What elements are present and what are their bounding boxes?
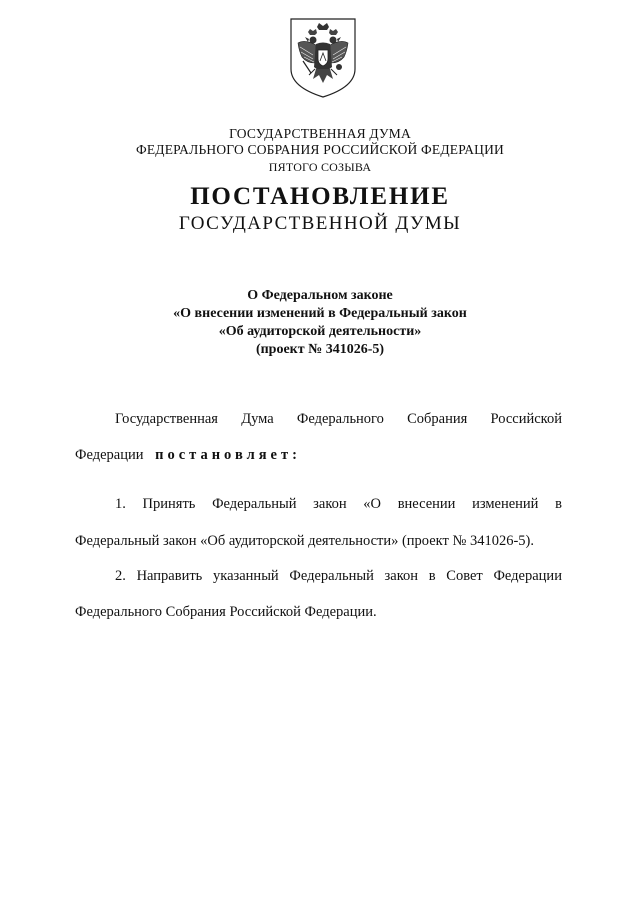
item1-line2: Федеральный закон «Об аудиторской деятельности» (проект № 341026-5). bbox=[75, 533, 534, 549]
item1-word: 1. bbox=[115, 496, 126, 512]
convocation-line: ПЯТОГО СОЗЫВА bbox=[268, 160, 372, 174]
subject-line1: О Федеральном законе bbox=[247, 288, 393, 303]
russian-coat-of-arms-icon bbox=[289, 17, 357, 99]
intro-word: Государственная bbox=[115, 411, 218, 427]
item2-word: указанный bbox=[213, 568, 279, 584]
intro-word: Собрания bbox=[407, 411, 468, 427]
intro-word: Российской bbox=[490, 411, 562, 427]
item1-word: закон bbox=[313, 496, 347, 512]
item2-line2: Федерального Собрания Российской Федерации. bbox=[75, 604, 377, 620]
resolution-verb: постановляет: bbox=[155, 447, 301, 463]
item1-word: изменений bbox=[472, 496, 539, 512]
intro-line2 bbox=[75, 447, 562, 464]
intro-word: Дума bbox=[241, 411, 274, 427]
item1-word: Федеральный bbox=[212, 496, 297, 512]
item2-word: Направить bbox=[136, 568, 203, 584]
item2-word: Федерации bbox=[493, 568, 562, 584]
subject-line3: «Об аудиторской деятельности» bbox=[218, 324, 422, 339]
item1-line1 bbox=[115, 496, 562, 513]
intro-line2-prefix: Федерации bbox=[75, 447, 144, 463]
item2-word: Федеральный bbox=[289, 568, 374, 584]
intro-line1 bbox=[115, 411, 562, 428]
document-type-subtitle: ГОСУДАРСТВЕННОЙ ДУМЫ bbox=[178, 213, 462, 234]
org-title-line2: ФЕДЕРАЛЬНОГО СОБРАНИЯ РОССИЙСКОЙ ФЕДЕРАЦИИ bbox=[136, 142, 504, 157]
item1-word: «О bbox=[363, 496, 382, 512]
item2-word: 2. bbox=[115, 568, 126, 584]
intro-word: Федерального bbox=[296, 411, 384, 427]
item1-word: Принять bbox=[142, 496, 196, 512]
item1-word: в bbox=[555, 496, 562, 512]
subject-line2: «О внесении изменений в Федеральный закон bbox=[173, 306, 467, 321]
item2-line1 bbox=[115, 568, 562, 585]
subject-line4: (проект № 341026-5) bbox=[255, 342, 385, 357]
document-type-title: ПОСТАНОВЛЕНИЕ bbox=[190, 183, 450, 210]
item2-word: закон bbox=[384, 568, 419, 584]
item1-word: внесении bbox=[397, 496, 456, 512]
org-title-line1: ГОСУДАРСТВЕННАЯ ДУМА bbox=[229, 126, 411, 141]
item2-word: в bbox=[428, 568, 436, 584]
item2-word: Совет bbox=[446, 568, 483, 584]
